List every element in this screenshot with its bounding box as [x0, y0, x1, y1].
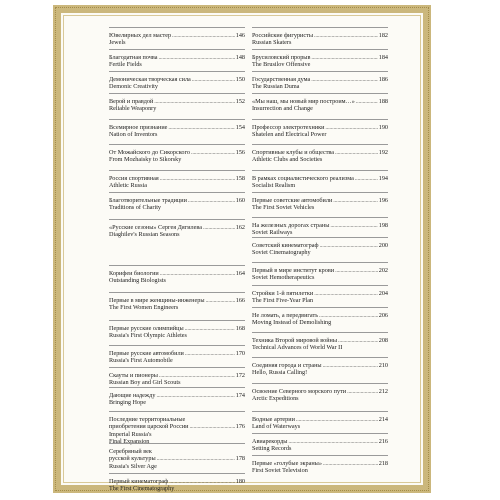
- toc-title-en: The First Cinematography: [109, 485, 175, 493]
- toc-entry-row: [109, 149, 245, 156]
- toc-title-en: Russia's First Automobile: [109, 357, 173, 365]
- page-number: 148: [235, 54, 245, 61]
- toc-title-en: Russia's Silver Age: [109, 462, 157, 470]
- toc-entry: [109, 325, 245, 340]
- toc-entry: [252, 460, 388, 475]
- toc-title-ru: Российские фигуристы: [252, 32, 313, 39]
- toc-entry: [109, 416, 245, 446]
- toc-entry: [252, 416, 388, 431]
- toc-title-en: Soviet Cinematography: [252, 249, 311, 257]
- toc-entry: [252, 222, 388, 237]
- toc-title-en: The First Soviet Vehicles: [252, 204, 315, 212]
- page-number: 192: [378, 149, 388, 156]
- toc-title-en: Traditions of Charity: [109, 204, 162, 212]
- toc-entry-row: [109, 392, 245, 399]
- page-number: 152: [235, 98, 245, 105]
- toc-entry: [252, 312, 388, 327]
- dot-leader: [157, 455, 235, 462]
- toc-title-en: Arctic Expeditions: [252, 395, 299, 403]
- dot-leader: [160, 270, 235, 277]
- toc-entry-row: [109, 224, 245, 231]
- toc-entry: [252, 362, 388, 377]
- toc-title-ru: На железных дорогах страны: [252, 222, 330, 229]
- toc-title-ru: Ювелирных дел мастер: [109, 32, 172, 39]
- toc-title-en: Russia's First Olympic Athletes: [109, 332, 187, 340]
- toc-title-ru: Верой и правдой: [109, 98, 154, 105]
- dot-leader: [296, 416, 378, 423]
- page-number: 176: [235, 423, 245, 431]
- toc-title-en: Soviet Hemotherapeutics: [252, 274, 315, 282]
- dot-leader: [347, 388, 378, 395]
- dot-leader: [156, 392, 234, 399]
- page-number: 164: [235, 270, 245, 277]
- toc-title-ru: Всемирное признание: [109, 124, 168, 131]
- page-number: 208: [378, 337, 388, 344]
- toc-title-ru: Благодатная почва: [109, 54, 158, 61]
- page-number: 174: [235, 392, 245, 399]
- toc-entry: [109, 98, 245, 113]
- dot-leader: [158, 54, 234, 61]
- dot-leader: [335, 267, 378, 274]
- toc-entry: [252, 242, 388, 257]
- toc-title-en: The First Women Engineers: [109, 304, 179, 312]
- toc-title-ru: Освоение Северного морского пути: [252, 388, 347, 395]
- toc-title-ru: Государственная дума: [252, 76, 311, 83]
- toc-title-en: Setting Records: [252, 445, 292, 453]
- toc-title-en: Final Expansion: [109, 438, 150, 446]
- dot-leader: [185, 350, 235, 357]
- page-number: 194: [378, 175, 388, 182]
- toc-entry: [109, 372, 245, 387]
- toc-entry-row: [109, 76, 245, 83]
- dot-leader: [160, 175, 235, 182]
- toc-entry: [252, 337, 388, 352]
- toc-title-en: Imperial Russia's: [109, 430, 152, 438]
- toc-entry: [252, 197, 388, 212]
- toc-title-en: Fertile Fields: [109, 61, 142, 69]
- page-number: 160: [235, 197, 245, 204]
- dot-leader: [185, 325, 235, 332]
- toc-entry-row: [252, 124, 388, 131]
- dot-leader: [333, 197, 377, 204]
- toc-title-en: Athletic Russia: [109, 182, 147, 190]
- toc-entry-row: [252, 438, 388, 445]
- toc-entry-row: [109, 98, 245, 105]
- toc-entry: [252, 267, 388, 282]
- toc-entry: [109, 175, 245, 190]
- toc-entry-row: [252, 175, 388, 182]
- toc-title-ru: Стройки 1-й пятилетки: [252, 290, 314, 297]
- dot-leader: [188, 197, 235, 204]
- page-number: 154: [235, 124, 245, 131]
- page-number: 214: [378, 416, 388, 423]
- toc-title-en: Shatelen and Electrical Power: [252, 131, 327, 139]
- toc-title-en: Russian Skaters: [252, 39, 292, 47]
- toc-entry-row: [109, 270, 245, 277]
- toc-entry: [252, 290, 388, 305]
- toc-title-en: The Russian Duma: [252, 83, 300, 91]
- toc-entry-row: [252, 416, 388, 423]
- toc-title-en: Socialist Realism: [252, 182, 296, 190]
- page-number: 162: [235, 224, 245, 231]
- dot-leader: [323, 362, 378, 369]
- page-number: 186: [378, 76, 388, 83]
- toc-entry-row: [109, 54, 245, 61]
- page-number: 182: [378, 32, 388, 39]
- page-number: 212: [378, 388, 388, 395]
- page-number: 184: [378, 54, 388, 61]
- page-number: 168: [235, 325, 245, 332]
- toc-entry: [109, 270, 245, 285]
- toc-title-en: Nation of Inventors: [109, 131, 158, 139]
- toc-entry: [109, 478, 245, 493]
- toc-title-en: Insurrection and Change: [252, 105, 313, 113]
- toc-title-ru: Первый в мире институт крови: [252, 267, 335, 274]
- toc-title-ru: Первые русские автомобили: [109, 350, 184, 357]
- toc-title-ru: Серебряный век: [109, 448, 152, 455]
- dot-leader: [311, 54, 377, 61]
- toc-entry-row: [252, 76, 388, 83]
- dot-leader: [325, 124, 377, 131]
- toc-entry-row: [109, 423, 245, 430]
- toc-title-ru: Россия спортивная: [109, 175, 159, 182]
- toc-entry-row: [252, 98, 388, 105]
- toc-title-ru: Благотворительные традиции: [109, 197, 187, 204]
- page-number: 210: [378, 362, 388, 369]
- toc-entry-row: [252, 197, 388, 204]
- toc-entry: [109, 392, 245, 407]
- dot-leader: [159, 372, 235, 379]
- toc-title-en: The Brusilov Offensive: [252, 61, 311, 69]
- toc-title-ru: Скауты и пионеры: [109, 372, 158, 379]
- toc-title-en: Soviet Railways: [252, 229, 293, 237]
- toc-title-ru: Профессор электротехники: [252, 124, 325, 131]
- toc-entry-row: [252, 32, 388, 39]
- toc-entry-row: [252, 54, 388, 61]
- toc-title-ru: Первые русские олимпийцы: [109, 325, 184, 332]
- page-number: 180: [235, 478, 245, 485]
- toc-entry: [252, 98, 388, 113]
- page-number: 200: [378, 242, 388, 249]
- page-number: 178: [235, 455, 245, 463]
- toc-entry: [109, 149, 245, 164]
- dot-leader: [311, 76, 377, 83]
- page-number: 170: [235, 350, 245, 357]
- toc-title-ru: Водные артерии: [252, 416, 295, 423]
- dot-leader: [206, 297, 235, 304]
- toc-title-en: Diaghilev's Russian Seasons: [109, 231, 180, 239]
- toc-entry-row: [252, 460, 388, 467]
- page-number: 158: [235, 175, 245, 182]
- toc-title-ru: Советский кинематограф: [252, 242, 319, 249]
- toc-entry-row: [109, 372, 245, 379]
- toc-title-en: First Soviet Television: [252, 467, 308, 475]
- toc-title-en: From Mozhaisky to Sikorsky: [109, 156, 182, 164]
- toc-entry-row: [252, 222, 388, 229]
- toc-entry: [109, 76, 245, 91]
- toc-title-ru: Авиарекорды: [252, 438, 288, 445]
- page-number: 204: [378, 290, 388, 297]
- dot-leader: [330, 222, 377, 229]
- toc-title-en: Russian Boy and Girl Scouts: [109, 379, 181, 387]
- page-number: 196: [378, 197, 388, 204]
- page-number: 206: [378, 312, 388, 319]
- dot-leader: [203, 224, 235, 231]
- dot-leader: [320, 242, 378, 249]
- toc-title-en: The First Five-Year Plan: [252, 297, 314, 305]
- toc-title-ru: От Можайского до Сикорского: [109, 149, 191, 156]
- toc-title-ru: Соединяя города и страны: [252, 362, 322, 369]
- toc-entry-row: [109, 197, 245, 204]
- toc-entry-row: [252, 149, 388, 156]
- toc-title-ru: «Русские сезоны» Сергея Дягилева: [109, 224, 202, 231]
- dot-leader: [288, 438, 377, 445]
- dot-leader: [335, 149, 378, 156]
- dot-leader: [189, 423, 234, 430]
- dot-leader: [356, 98, 378, 105]
- toc-entry: [252, 124, 388, 139]
- toc-entry: [252, 388, 388, 403]
- dot-leader: [191, 149, 235, 156]
- toc-entry-row: [109, 455, 245, 462]
- toc-entry-row: [252, 388, 388, 395]
- page-number: 218: [378, 460, 388, 467]
- toc-title-en: Bringing Hope: [109, 399, 146, 407]
- toc-entry-row: [252, 267, 388, 274]
- toc-entry: [109, 197, 245, 212]
- page-number: 188: [378, 98, 388, 105]
- toc-entry-row: [109, 350, 245, 357]
- toc-entry-row: [109, 297, 245, 304]
- toc-entry-row: [109, 478, 245, 485]
- toc-title-ru: Дающие надежду: [109, 392, 156, 399]
- page-number: 202: [378, 267, 388, 274]
- toc-entry: [109, 32, 245, 47]
- toc-entry: [109, 350, 245, 365]
- toc-title-ru: Техника Второй мировой войны: [252, 337, 338, 344]
- toc-entry: [252, 32, 388, 47]
- dot-leader: [355, 175, 378, 182]
- toc-title-en: Technical Advances of World War II: [252, 344, 343, 352]
- dot-leader: [168, 124, 234, 131]
- toc-entry-row: [252, 362, 388, 369]
- dot-leader: [319, 312, 378, 319]
- toc-title-en: Outstanding Biologists: [109, 277, 166, 285]
- toc-title-ru: Первый кинематограф: [109, 478, 169, 485]
- page-number: 150: [235, 76, 245, 83]
- dot-leader: [323, 460, 378, 467]
- toc-entry-row: [252, 337, 388, 344]
- page-number: 190: [378, 124, 388, 131]
- toc-title-ru: русской культуры: [109, 455, 156, 463]
- dot-leader: [314, 32, 378, 39]
- toc-entry: [109, 224, 245, 239]
- toc-entry-row: [109, 124, 245, 131]
- toc-entry: [252, 76, 388, 91]
- toc-entry: [109, 448, 245, 470]
- dot-leader: [154, 98, 234, 105]
- toc-title-ru: Первые «голубые экраны»: [252, 460, 322, 467]
- toc-entry: [252, 54, 388, 69]
- toc-title-ru: Последние территориальные: [109, 416, 186, 423]
- toc-title-ru: В рамках социалистического реализма: [252, 175, 354, 182]
- toc-entry-row: [109, 175, 245, 182]
- toc-title-ru: Не ломать, а передвигать: [252, 312, 319, 319]
- page-number: 156: [235, 149, 245, 156]
- toc-title-ru: «Мы наш, мы новый мир построим…»: [252, 98, 355, 105]
- toc-title-ru: Первые в мире женщины-инженеры: [109, 297, 205, 304]
- toc-entry: [252, 149, 388, 164]
- dot-leader: [314, 290, 377, 297]
- toc-entry-row: [252, 242, 388, 249]
- page-number: 146: [235, 32, 245, 39]
- toc-title-en: Jewels: [109, 39, 126, 47]
- page-number: 166: [235, 297, 245, 304]
- toc-title-en: Athletic Clubs and Societies: [252, 156, 323, 164]
- toc-title-en: Reliable Weaponry: [109, 105, 157, 113]
- page-number: 198: [378, 222, 388, 229]
- toc-title-en: Hello, Russia Calling!: [252, 369, 308, 377]
- toc-title-en: Land of Waterways: [252, 423, 301, 431]
- toc-entry: [109, 297, 245, 312]
- page-number: 216: [378, 438, 388, 445]
- toc-entry-row: [109, 325, 245, 332]
- page-number: 172: [235, 372, 245, 379]
- toc-entry: [109, 54, 245, 69]
- toc-entry: [252, 175, 388, 190]
- toc-title-ru: Брусиловский прорыв: [252, 54, 311, 61]
- toc-title-ru: Демоническая творческая сила: [109, 76, 191, 83]
- toc-title-en: Demonic Creativity: [109, 83, 158, 91]
- toc-entry: [252, 438, 388, 453]
- toc-entry: [109, 124, 245, 139]
- toc-title-ru: Корифеи биологии: [109, 270, 159, 277]
- toc-title-ru: Спортивные клубы и общества: [252, 149, 335, 156]
- dot-leader: [172, 32, 235, 39]
- toc-title-ru: приобретения царской России: [109, 423, 189, 431]
- dot-leader: [192, 76, 235, 83]
- toc-entry-row: [109, 32, 245, 39]
- toc-entry-row: [252, 290, 388, 297]
- toc-title-ru: Первые советские автомобили: [252, 197, 333, 204]
- dot-leader: [338, 337, 378, 344]
- dot-leader: [169, 478, 235, 485]
- toc-entry-row: [252, 312, 388, 319]
- toc-title-en: Moving Instead of Demolishing: [252, 319, 332, 327]
